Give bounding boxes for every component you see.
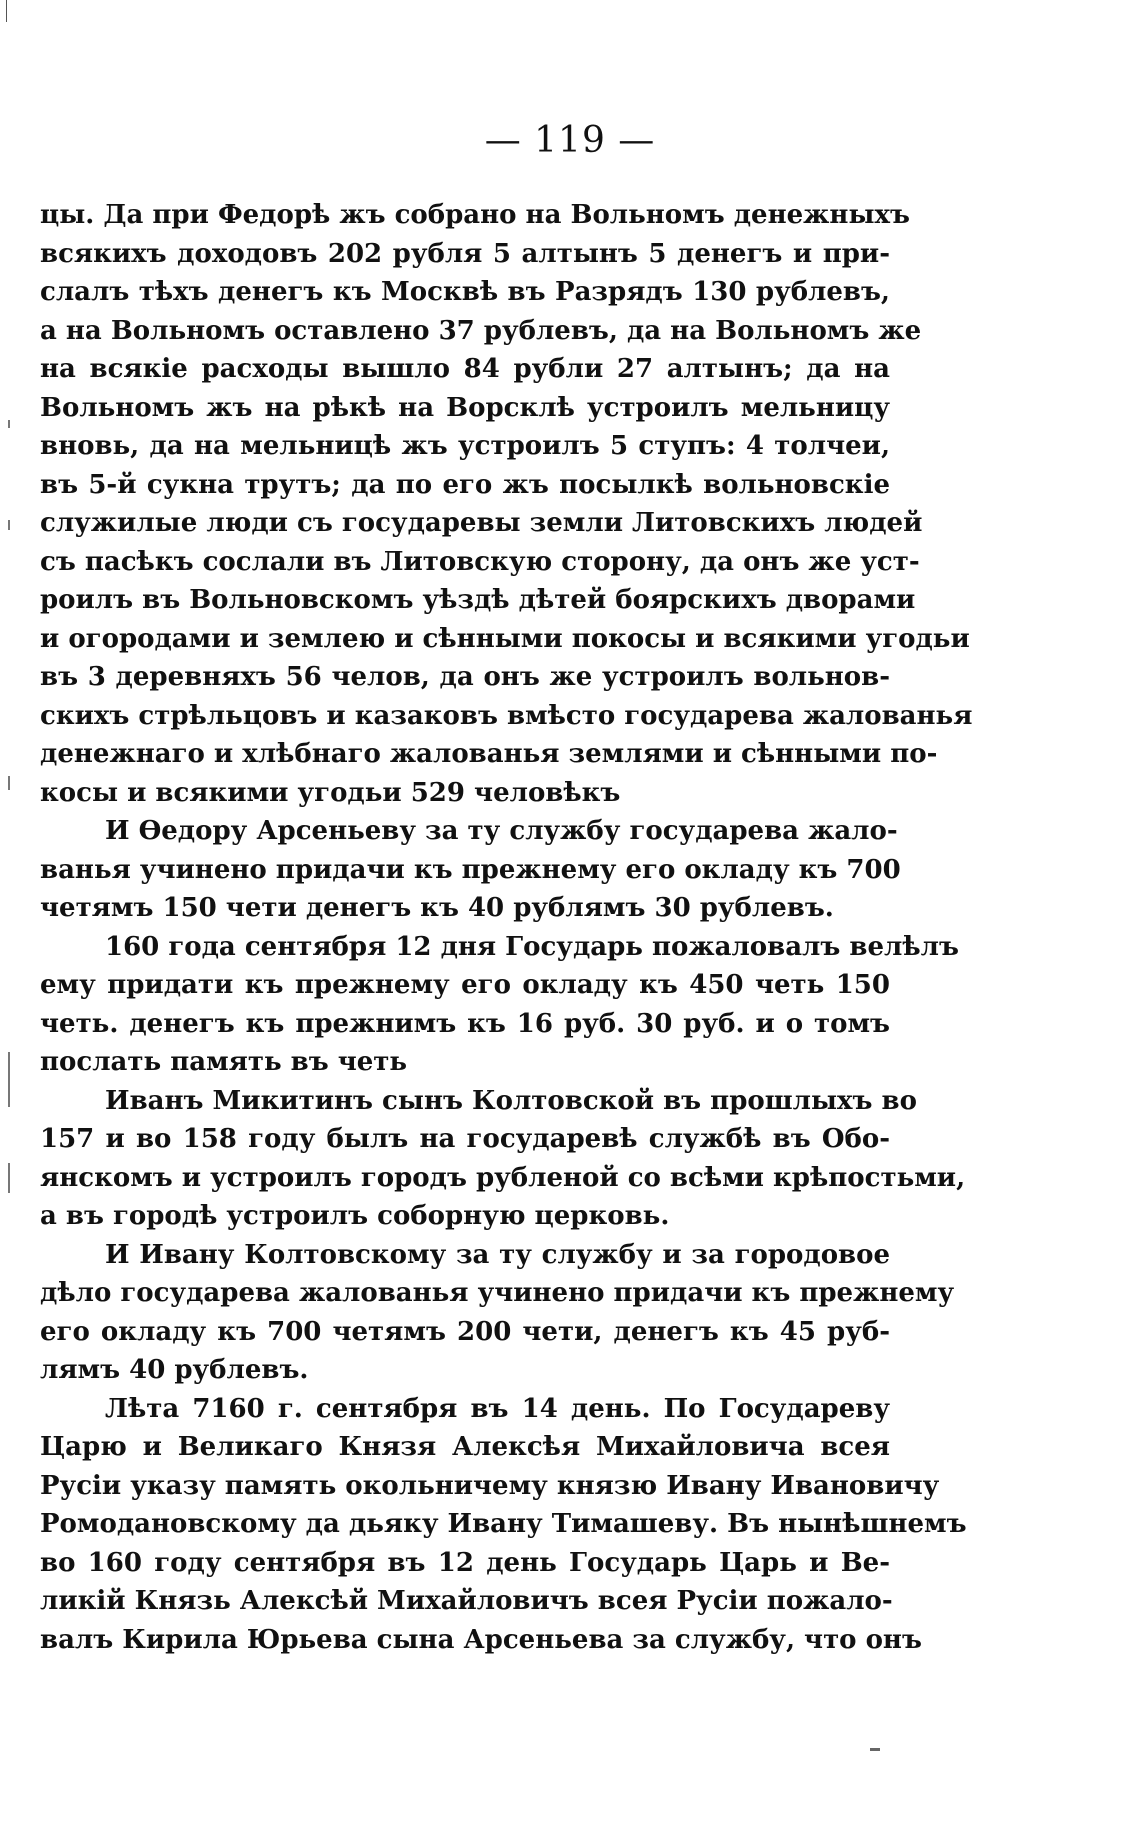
text-line: ему придати къ прежнему его окладу къ 450 четь 150 <box>40 970 890 1000</box>
text-line: четямъ 150 чети денегъ къ 40 рублямъ 30 рублевъ. <box>40 893 834 923</box>
text-line: 157 и во 158 году былъ на государевѣ службѣ въ Обо- <box>40 1124 890 1154</box>
text-line: цы. Да при Федорѣ жъ собрано на Вольномъ денежныхъ <box>40 200 910 230</box>
text-line: служилые люди съ государевы земли Литовскихъ людей <box>40 508 923 538</box>
text-line: И Ѳедору Арсеньеву за ту службу государева жало- <box>105 816 898 846</box>
text-line: послать память въ четь <box>40 1047 408 1077</box>
text-line: на всякіе расходы вышло 84 рубли 27 алтынъ; да на <box>40 354 890 384</box>
text-line: въ 3 деревняхъ 56 челов, да онъ же устроилъ вольнов- <box>40 662 890 692</box>
margin-mark <box>8 776 10 790</box>
text-line: вновь, да на мельницѣ жъ устроилъ 5 ступъ: 4 толчеи, <box>40 431 890 461</box>
text-line: четь. денегъ къ прежнимъ къ 16 руб. 30 руб. и о томъ <box>40 1008 890 1039</box>
text-line: Лѣта 7160 г. сентября въ 14 день. По Государеву <box>105 1393 890 1424</box>
text-line: И Ивану Колтовскому за ту службу и за городовое <box>105 1239 890 1270</box>
text-line: Вольномъ жъ на рѣкѣ на Ворсклѣ устроилъ мельницу <box>40 392 890 423</box>
page-edge-line <box>6 0 7 22</box>
text-line: и огородами и землею и сѣнными покосы и всякими угодьи <box>40 623 970 654</box>
text-line: его окладу къ 700 четямъ 200 чети, денегъ къ 45 руб- <box>40 1316 890 1347</box>
text-line: а въ городѣ устроилъ соборную церковь. <box>40 1201 670 1231</box>
text-line: Ромодановскому да дьяку Ивану Тимашеву. Въ нынѣшнемъ <box>40 1509 967 1539</box>
text-line: янскомъ и устроилъ городъ рубленой со всѣми крѣпостьми, <box>40 1162 966 1193</box>
text-line: во 160 году сентября въ 12 день Государь Царь и Ве- <box>40 1547 890 1578</box>
text-line: косы и всякими угодьи 529 человѣкъ <box>40 777 621 808</box>
margin-mark <box>8 1163 10 1193</box>
text-line: всякихъ доходовъ 202 рубля 5 алтынъ 5 денегъ и при- <box>40 238 890 269</box>
text-line: Русіи указу память окольничему князю Ивану Ивановичу <box>40 1470 940 1501</box>
text-line: скихъ стрѣльцовъ и казаковъ вмѣсто государева жалованья <box>40 700 973 731</box>
text-line: въ 5-й сукна трутъ; да по его жъ посылкѣ вольновскіе <box>40 469 890 500</box>
text-line: валъ Кирила Юрьева сына Арсеньева за службу, что онъ <box>40 1624 922 1655</box>
margin-mark <box>8 520 10 530</box>
margin-mark <box>8 1052 10 1107</box>
text-line: ванья учинено придачи къ прежнему его окладу къ 700 <box>40 854 901 885</box>
bottom-mark <box>870 1748 880 1751</box>
text-line: а на Вольномъ оставлено 37 рублевъ, да на Вольномъ же <box>40 315 922 346</box>
text-line: ликій Князь Алексѣй Михайловичъ всея Русіи пожало- <box>40 1586 893 1616</box>
margin-mark <box>8 420 10 428</box>
text-line: денежнаго и хлѣбнаго жалованья землями и сѣнными по- <box>40 739 938 769</box>
text-line: Иванъ Микитинъ сынъ Колтовской въ прошлыхъ во <box>105 1085 917 1116</box>
body-text <box>40 196 973 1659</box>
text-line: Царю и Великаго Князя Алексѣя Михайловича всея <box>40 1432 890 1462</box>
page-number: — 119 — <box>484 120 656 161</box>
text-line: лямъ 40 рублевъ. <box>40 1355 309 1385</box>
text-line: роилъ въ Вольновскомъ уѣздѣ дѣтей боярскихъ дворами <box>40 585 916 615</box>
text-line: съ пасѣкъ сослали въ Литовскую сторону, да онъ же уст- <box>40 546 920 577</box>
text-line: 160 года сентября 12 дня Государь пожаловалъ велѣлъ <box>105 931 959 962</box>
text-line: слалъ тѣхъ денегъ къ Москвѣ въ Разрядъ 130 рублевъ, <box>40 277 890 307</box>
text-line: дѣло государева жалованья учинено придачи къ прежнему <box>40 1278 955 1308</box>
